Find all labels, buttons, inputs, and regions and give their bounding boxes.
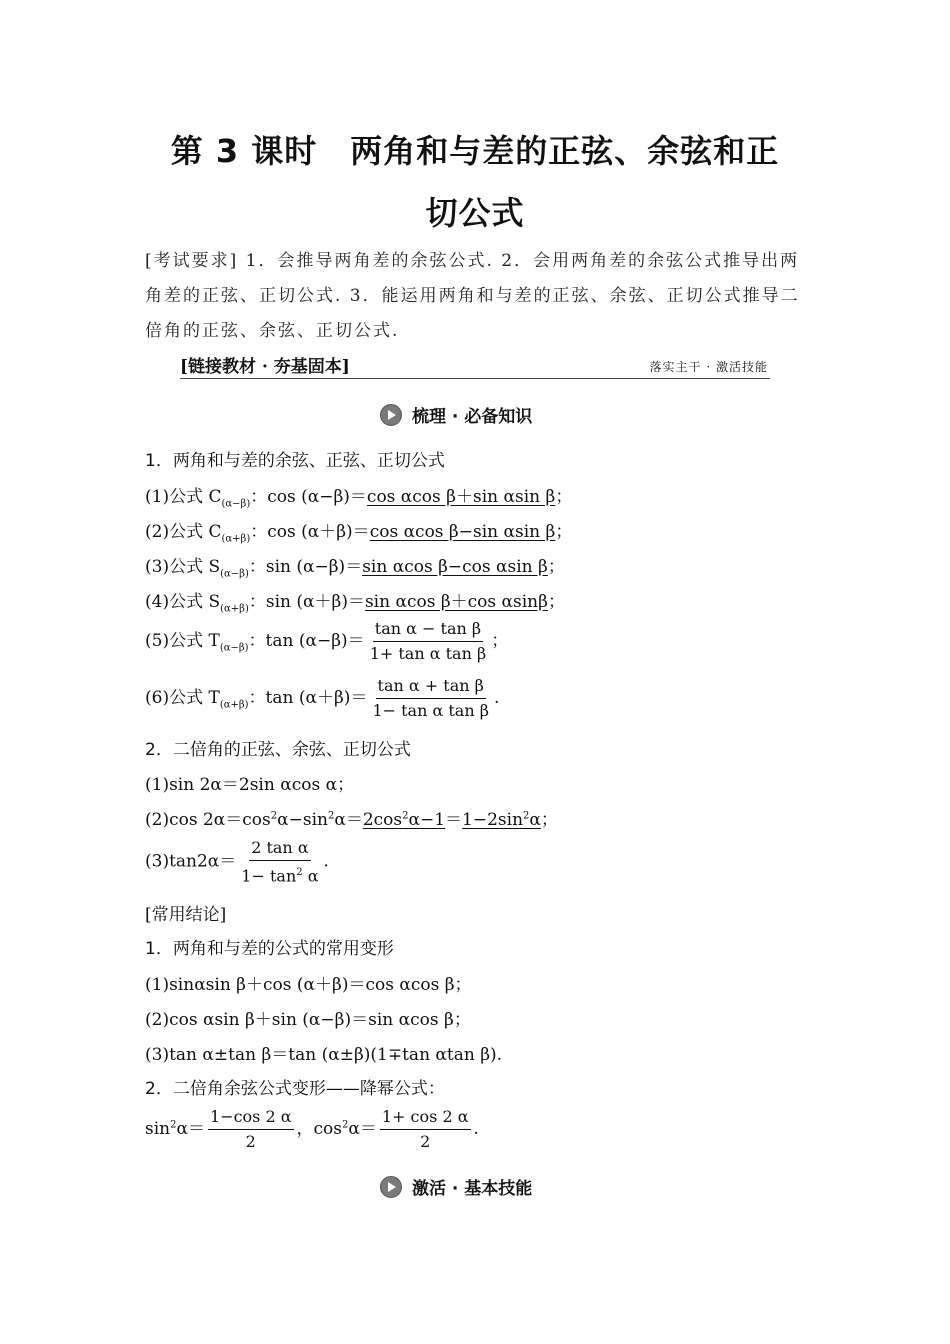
subheading-double-angle: 2．二倍角的正弦、余弦、正切公式 <box>145 740 411 760</box>
requirements-text: 1．会推导两角差的余弦公式. 2．会用两角差的余弦公式推导出两角差的正弦、正切公式. 3．能运用两角和与差的正弦、余弦、正切公式推导二倍角的正弦、余弦、正切公式. <box>145 251 800 341</box>
formula-t-minus: (5)公式 $T_{(\alpha-\beta)}$：tan (α−β)＝ $\frac{\text{tan α − tan β}}{\text{1+ tan α tan β}}$ ； <box>145 619 509 663</box>
conclusion-3: (3)tan α±tan β＝tan (α±β)(1∓tan αtan β). <box>145 1045 503 1065</box>
formula-s-minus: (3)公式 $S_{(\alpha-\beta)}$：sin (α−β)＝sin αcos β−cos αsin β； <box>145 557 565 580</box>
subheading-power-reduction: 2．二倍角余弦公式变形——降幂公式： <box>145 1079 445 1099</box>
section-header <box>180 352 770 379</box>
play-icon <box>380 404 402 426</box>
subheading-sum-diff: 1．两角和与差的余弦、正弦、正切公式 <box>145 451 445 471</box>
section-header-left: [链接教材 · 夯基固本] <box>180 357 350 377</box>
requirements-label: [考试要求] <box>145 251 239 271</box>
subheading-common-transform: 1．两角和与差的公式的常用变形 <box>145 939 394 959</box>
formula-c-plus: (2)公式 $C_{(\alpha+\beta)}$：cos (α＋β)＝cos αcos β−sin αsin β； <box>145 522 573 545</box>
badge-knowledge-label: 梳理 · 必备知识 <box>412 407 533 427</box>
formula-t-plus: (6)公式 $T_{(\alpha+\beta)}$：tan (α＋β)＝ $\frac{\text{tan α + tan β}}{\text{1− tan α tan β}}$ . <box>145 676 500 720</box>
badge-skills-label: 激活 · 基本技能 <box>412 1179 533 1199</box>
play-icon <box>380 1176 402 1198</box>
page-title: 第 3 课时 两角和与差的正弦、余弦和正 <box>170 132 780 170</box>
exam-requirements <box>145 244 810 349</box>
conclusion-label: [常用结论] <box>145 905 227 925</box>
badge-knowledge <box>380 402 532 427</box>
conclusion-2: (2)cos αsin β＋sin (α−β)＝sin αcos β； <box>145 1010 471 1030</box>
page-title-line2: 切公式 <box>425 194 525 232</box>
formula-s-plus: (4)公式 $S_{(\alpha+\beta)}$：sin (α＋β)＝sin αcos β＋cos αsinβ； <box>145 592 565 615</box>
formula-c-minus: (1)公式 $C_{(\alpha-\beta)}$：cos (α−β)＝cos αcos β＋sin αsin β； <box>145 487 573 510</box>
power-reduction-formula: $\sin^2\alpha=$ $\frac{1-\cos 2 \alpha}{2}$ ，$\cos^2\alpha=$ $\frac{1+ \cos 2 \alpha}{2}$ . <box>145 1107 479 1151</box>
double-tan: (3)tan2α＝ $\frac{\text{2 tan α}}{1- \tan^2 \alpha}$ . <box>145 838 329 886</box>
double-sin: (1)sin 2α＝2sin αcos α； <box>145 775 355 795</box>
badge-skills <box>380 1174 532 1199</box>
conclusion-1: (1)sinαsin β＋cos (α＋β)＝cos αcos β； <box>145 975 472 995</box>
double-cos: (2)cos $2\alpha=\cos^2\alpha-\sin^2\alpha=2\cos^2\alpha-1=1-2\sin^2\alpha$； <box>145 810 558 830</box>
section-header-right: 落实主干 · 激活技能 <box>649 360 768 374</box>
